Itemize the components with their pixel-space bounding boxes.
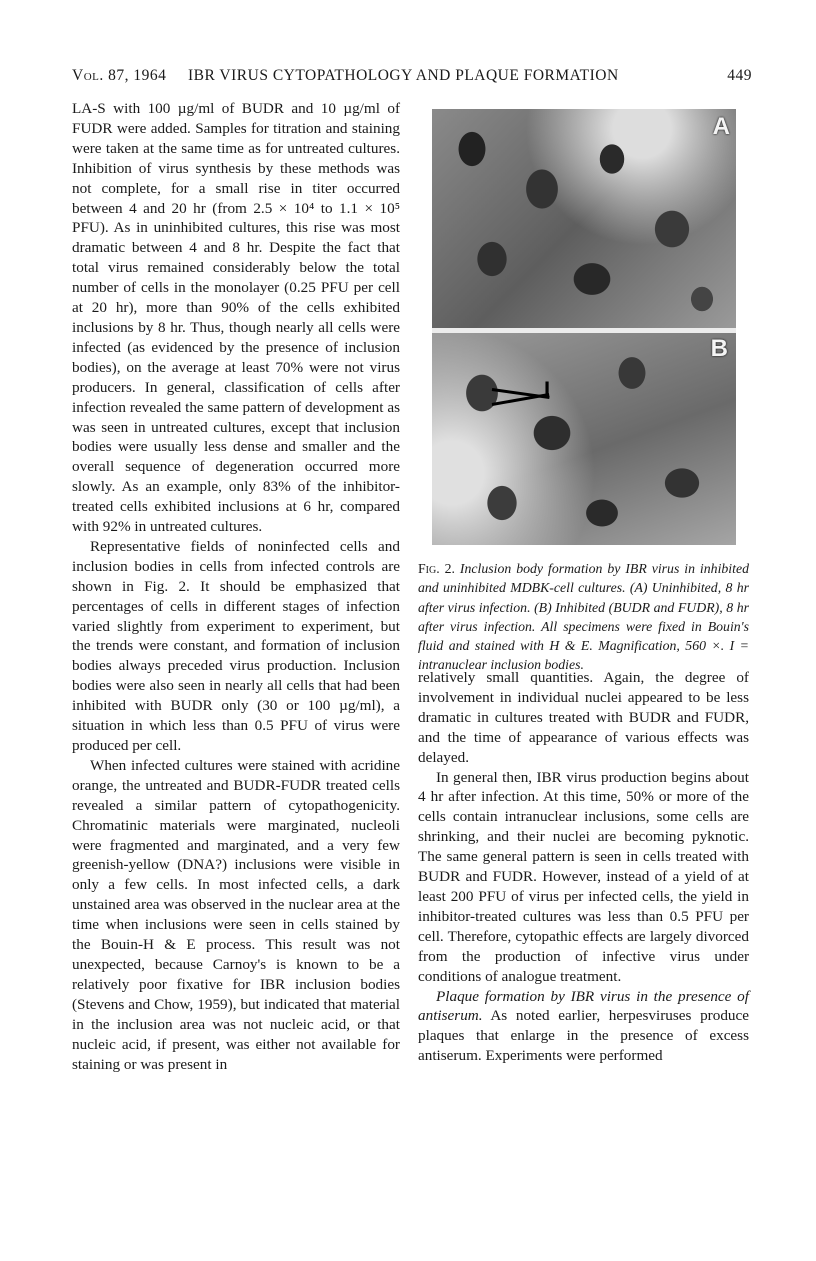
paragraph-body: As noted earlier, herpesviruses produce plaques that enlarge in the presence of excess antiserum. Experiments were performed xyxy=(418,1007,749,1065)
panel-b-label: B xyxy=(710,335,728,362)
paragraph: When infected cultures were stained with acridine orange, the untreated and BUDR-FUDR treated cells revealed a similar pattern of cytopathogenicity. Chromatinic materials were marginated, nucleoli were fragmented and marginated, and a very few greenish-yellow (DNA?) inclusions were visible in only a few cells. In most infected cells, a dark unstained area was observed in the nuclear area at the time when inclusions were seen in cells stained by the Bouin-H & E process. This result was not unexpected, because Carnoy's is known to be a relatively poor fixative for IBR inclusion bodies (Stevens and Chow, 1959), but indicated that material in the inclusion area was not nucleic acid, or that nucleic acid, if present, was either not available for staining or was present in xyxy=(72,756,400,1073)
paragraph xyxy=(418,987,749,1067)
panel-b-image xyxy=(432,333,736,545)
panel-a-image xyxy=(432,109,736,328)
paragraph: LA-S with 100 µg/ml of BUDR and 10 µg/ml of FUDR were added. Samples for titration and staining were taken at the same time as for untreated cultures. Inhibition of virus synthesis by these methods was not complete, for a small rise in titer occurred between 4 and 20 hr (from 2.5 × 10⁴ to 1.1 × 10⁵ PFU). As in uninhibited cultures, this rise was most dramatic between 4 and 8 hr. Despite the fact that total virus remained considerably below the total number of cells in the monolayer (0.25 PFU per cell at 20 hr), more than 90% of the cells exhibited inclusions by 8 hr. Thus, though nearly all cells were infected (as evidenced by the presence of inclusion bodies), on the average at least 70% were not virus producers. In general, classification of cells after infection revealed the same pattern of development as was seen in untreated cultures, except that inclusion bodies were usually less dense and smaller and the overall sequence of degeneration occurred more slowly. As an example, only 83% of the inhibitor-treated cells exhibited inclusions at 6 hr, compared with 92% in untreated cultures. xyxy=(72,100,400,536)
running-title: IBR VIRUS CYTOPATHOLOGY AND PLAQUE FORMATION xyxy=(188,67,619,84)
page-number: 449 xyxy=(727,67,752,84)
panel-a-label: A xyxy=(712,113,730,140)
inclusion-marker: I xyxy=(544,377,551,402)
figure-caption xyxy=(418,559,749,675)
caption-text: Inclusion body formation by IBR virus in inhibited and uninhibited MDBK-cell cultures. (A) Uninhibited, 8 hr after virus infection. (B) Inhibited (BUDR and FUDR), 8 hr after virus infection. All specimens were fixed in Bouin's fluid and stained with H & E. Magnification, 560 ×. I = intranuclear inclusion bodies. xyxy=(418,561,749,673)
paragraph: relatively small quantities. Again, the degree of involvement in individual nuclei appeared to be less dramatic in cultures treated with BUDR and FUDR, and the time of appearance of various effects was delayed. xyxy=(418,669,749,766)
section-heading: Plaque formation by IBR virus in the presence of antiserum. xyxy=(418,987,749,1025)
volume-label: Vol. 87, 1964 xyxy=(72,67,167,84)
running-header xyxy=(72,67,752,87)
paragraph: In general then, IBR virus production begins about 4 hr after infection. At this time, 50% or more of the cells contain intranuclear inclusions, some cells are shrinking, and their nuclei are becoming pyknotic. The same general pattern is seen in cells treated with BUDR and FUDR. However, instead of a yield of at least 200 PFU of virus per infected cells, the yield in inhibitor-treated cultures was less than 0.5 PFU per cell. Therefore, cytopathic effects are largely divorced from the production of infective virus under conditions of analogue treatment. xyxy=(418,768,749,985)
left-column xyxy=(72,99,400,1074)
right-column xyxy=(418,668,749,1066)
figure-2-micrograph xyxy=(432,109,736,545)
paragraph: Representative fields of noninfected cells and inclusion bodies in cells from infected controls are shown in Fig. 2. It should be emphasized that percentages of cells in different stages of infection varied slightly from experiment to experiment, but the trends were constant, and formation of inclusion bodies always preceded virus production. Inclusion bodies were also seen in nearly all cells that had been inhibited with BUDR only (30 or 100 µg/ml), a situation in which less than 0.5 PFU of virus were produced per cell. xyxy=(72,537,400,754)
caption-label: Fig. 2. xyxy=(418,561,455,576)
